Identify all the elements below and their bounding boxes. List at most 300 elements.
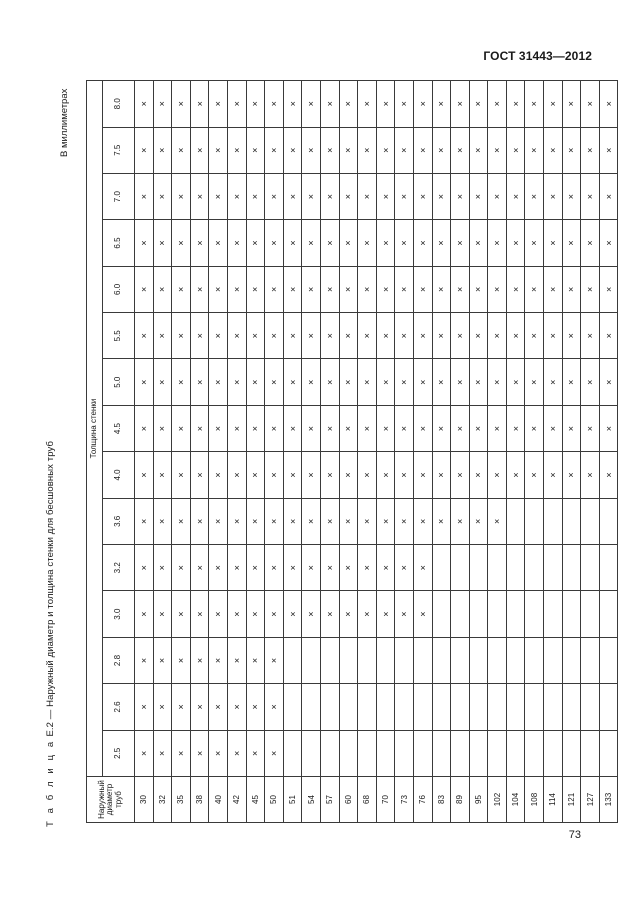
availability-mark: × — [172, 266, 191, 312]
empty-cell — [469, 730, 488, 776]
availability-mark: × — [413, 266, 432, 312]
table-row — [339, 81, 358, 823]
empty-cell — [544, 498, 563, 544]
availability-mark: × — [227, 405, 246, 451]
availability-mark: × — [265, 359, 284, 405]
availability-mark: × — [413, 452, 432, 498]
empty-cell — [302, 684, 321, 730]
diameter-cell: 76 — [413, 777, 432, 823]
table-body — [135, 81, 618, 823]
availability-mark: × — [283, 498, 302, 544]
availability-mark: × — [135, 173, 154, 219]
availability-mark: × — [246, 452, 265, 498]
empty-cell — [525, 498, 544, 544]
empty-cell — [581, 545, 600, 591]
empty-cell — [283, 637, 302, 683]
thickness-column-header: 6.0 — [103, 266, 135, 312]
availability-mark: × — [265, 220, 284, 266]
table-row — [469, 81, 488, 823]
table-row — [153, 81, 172, 823]
availability-mark: × — [246, 359, 265, 405]
availability-mark: × — [562, 266, 581, 312]
availability-mark: × — [525, 313, 544, 359]
empty-cell — [469, 545, 488, 591]
availability-mark: × — [506, 81, 525, 128]
diameter-cell: 42 — [227, 777, 246, 823]
availability-mark: × — [190, 220, 209, 266]
availability-mark: × — [358, 266, 377, 312]
availability-mark: × — [358, 127, 377, 173]
availability-mark: × — [451, 173, 470, 219]
availability-mark: × — [544, 313, 563, 359]
availability-mark: × — [265, 127, 284, 173]
diameter-cell: 30 — [135, 777, 154, 823]
availability-mark: × — [506, 266, 525, 312]
availability-mark: × — [358, 545, 377, 591]
empty-cell — [451, 684, 470, 730]
availability-mark: × — [153, 498, 172, 544]
availability-mark: × — [451, 127, 470, 173]
thickness-column-header: 7.0 — [103, 173, 135, 219]
availability-mark: × — [246, 81, 265, 128]
availability-mark: × — [395, 266, 414, 312]
availability-mark: × — [172, 81, 191, 128]
empty-cell — [562, 591, 581, 637]
availability-mark: × — [581, 359, 600, 405]
availability-mark: × — [544, 81, 563, 128]
availability-mark: × — [432, 266, 451, 312]
availability-mark: × — [432, 359, 451, 405]
availability-mark: × — [339, 405, 358, 451]
availability-mark: × — [153, 266, 172, 312]
availability-mark: × — [339, 359, 358, 405]
availability-mark: × — [488, 127, 507, 173]
availability-mark: × — [506, 127, 525, 173]
availability-mark: × — [488, 220, 507, 266]
table-row — [599, 81, 618, 823]
availability-mark: × — [488, 266, 507, 312]
availability-mark: × — [544, 452, 563, 498]
availability-mark: × — [506, 452, 525, 498]
empty-cell — [432, 545, 451, 591]
availability-mark: × — [190, 545, 209, 591]
availability-mark: × — [469, 266, 488, 312]
empty-cell — [395, 637, 414, 683]
thickness-column-header: 5.0 — [103, 359, 135, 405]
empty-cell — [581, 498, 600, 544]
availability-mark: × — [506, 359, 525, 405]
table-row — [395, 81, 414, 823]
availability-mark: × — [190, 637, 209, 683]
availability-mark: × — [488, 359, 507, 405]
table-caption — [45, 441, 56, 827]
empty-cell — [302, 730, 321, 776]
availability-mark: × — [265, 730, 284, 776]
availability-mark: × — [190, 405, 209, 451]
empty-cell — [283, 730, 302, 776]
thickness-column-header: 3.2 — [103, 545, 135, 591]
availability-mark: × — [227, 498, 246, 544]
empty-cell — [525, 684, 544, 730]
availability-mark: × — [153, 81, 172, 128]
availability-mark: × — [172, 545, 191, 591]
empty-cell — [599, 591, 618, 637]
table-area — [86, 80, 614, 823]
table-row — [172, 81, 191, 823]
availability-mark: × — [302, 313, 321, 359]
availability-mark: × — [135, 498, 154, 544]
availability-mark: × — [135, 637, 154, 683]
availability-mark: × — [320, 591, 339, 637]
availability-mark: × — [172, 637, 191, 683]
availability-mark: × — [265, 405, 284, 451]
availability-mark: × — [358, 591, 377, 637]
availability-mark: × — [227, 684, 246, 730]
empty-cell — [283, 684, 302, 730]
availability-mark: × — [562, 173, 581, 219]
empty-cell — [525, 637, 544, 683]
empty-cell — [395, 684, 414, 730]
availability-mark: × — [320, 452, 339, 498]
availability-mark: × — [302, 359, 321, 405]
availability-mark: × — [209, 81, 228, 128]
empty-cell — [469, 637, 488, 683]
availability-mark: × — [227, 81, 246, 128]
table-row — [246, 81, 265, 823]
availability-mark: × — [320, 405, 339, 451]
availability-mark: × — [506, 220, 525, 266]
diameter-cell: 54 — [302, 777, 321, 823]
availability-mark: × — [283, 591, 302, 637]
empty-cell — [376, 637, 395, 683]
empty-cell — [376, 684, 395, 730]
availability-mark: × — [432, 81, 451, 128]
diameter-cell: 40 — [209, 777, 228, 823]
availability-mark: × — [135, 545, 154, 591]
empty-cell — [358, 730, 377, 776]
table-row — [302, 81, 321, 823]
availability-mark: × — [265, 81, 284, 128]
availability-mark: × — [599, 127, 618, 173]
availability-mark: × — [432, 405, 451, 451]
table-row — [190, 81, 209, 823]
availability-mark: × — [488, 81, 507, 128]
availability-mark: × — [153, 591, 172, 637]
empty-cell — [488, 730, 507, 776]
empty-cell — [432, 637, 451, 683]
availability-mark: × — [581, 405, 600, 451]
table-row — [227, 81, 246, 823]
availability-mark: × — [358, 359, 377, 405]
availability-mark: × — [358, 498, 377, 544]
empty-cell — [432, 684, 451, 730]
availability-mark: × — [339, 545, 358, 591]
availability-mark: × — [246, 591, 265, 637]
header-row-top — [87, 81, 103, 823]
empty-cell — [469, 684, 488, 730]
availability-mark: × — [227, 637, 246, 683]
availability-mark: × — [395, 545, 414, 591]
availability-mark: × — [339, 591, 358, 637]
availability-mark: × — [413, 313, 432, 359]
availability-mark: × — [283, 266, 302, 312]
availability-mark: × — [339, 220, 358, 266]
availability-mark: × — [153, 684, 172, 730]
availability-mark: × — [451, 452, 470, 498]
empty-cell — [544, 730, 563, 776]
availability-mark: × — [265, 498, 284, 544]
empty-cell — [525, 545, 544, 591]
availability-mark: × — [432, 498, 451, 544]
availability-mark: × — [320, 127, 339, 173]
availability-mark: × — [413, 498, 432, 544]
availability-mark: × — [525, 81, 544, 128]
availability-mark: × — [172, 405, 191, 451]
availability-mark: × — [302, 405, 321, 451]
availability-mark: × — [469, 452, 488, 498]
availability-mark: × — [451, 220, 470, 266]
table-row — [320, 81, 339, 823]
page-number: 73 — [568, 829, 581, 841]
availability-mark: × — [190, 591, 209, 637]
empty-cell — [302, 637, 321, 683]
availability-mark: × — [265, 452, 284, 498]
diameter-cell: 114 — [544, 777, 563, 823]
availability-mark: × — [283, 452, 302, 498]
availability-mark: × — [544, 173, 563, 219]
availability-mark: × — [172, 730, 191, 776]
empty-cell — [581, 684, 600, 730]
empty-cell — [432, 730, 451, 776]
availability-mark: × — [209, 405, 228, 451]
diameter-cell: 73 — [395, 777, 414, 823]
empty-cell — [451, 637, 470, 683]
empty-cell — [581, 637, 600, 683]
thickness-column-header: 4.5 — [103, 405, 135, 451]
availability-mark: × — [135, 452, 154, 498]
empty-cell — [413, 684, 432, 730]
availability-mark: × — [153, 220, 172, 266]
table-row — [265, 81, 284, 823]
diameter-cell: 70 — [376, 777, 395, 823]
empty-cell — [488, 591, 507, 637]
availability-mark: × — [339, 173, 358, 219]
availability-mark: × — [153, 127, 172, 173]
empty-cell — [358, 637, 377, 683]
availability-mark: × — [172, 220, 191, 266]
availability-mark: × — [246, 545, 265, 591]
availability-mark: × — [358, 220, 377, 266]
diameter-cell: 68 — [358, 777, 377, 823]
availability-mark: × — [469, 220, 488, 266]
empty-cell — [506, 591, 525, 637]
availability-mark: × — [376, 405, 395, 451]
availability-mark: × — [153, 359, 172, 405]
availability-mark: × — [562, 359, 581, 405]
empty-cell — [581, 591, 600, 637]
availability-mark: × — [451, 405, 470, 451]
availability-mark: × — [135, 313, 154, 359]
availability-mark: × — [246, 266, 265, 312]
availability-mark: × — [227, 591, 246, 637]
thickness-column-header: 7.5 — [103, 127, 135, 173]
table-row — [451, 81, 470, 823]
availability-mark: × — [302, 127, 321, 173]
availability-mark: × — [395, 452, 414, 498]
availability-mark: × — [451, 81, 470, 128]
availability-mark: × — [469, 498, 488, 544]
availability-mark: × — [320, 266, 339, 312]
availability-mark: × — [246, 127, 265, 173]
table-row — [376, 81, 395, 823]
diameter-cell: 51 — [283, 777, 302, 823]
empty-cell — [599, 684, 618, 730]
availability-mark: × — [190, 313, 209, 359]
availability-mark: × — [135, 81, 154, 128]
table-row — [283, 81, 302, 823]
availability-mark: × — [432, 127, 451, 173]
availability-mark: × — [562, 313, 581, 359]
diameter-cell: 127 — [581, 777, 600, 823]
availability-mark: × — [525, 359, 544, 405]
empty-cell — [599, 545, 618, 591]
table-row — [432, 81, 451, 823]
availability-mark: × — [451, 313, 470, 359]
empty-cell — [451, 730, 470, 776]
availability-mark: × — [265, 545, 284, 591]
empty-cell — [506, 684, 525, 730]
pipe-dimensions-table — [86, 80, 618, 823]
availability-mark: × — [395, 220, 414, 266]
availability-mark: × — [413, 127, 432, 173]
availability-mark: × — [320, 173, 339, 219]
availability-mark: × — [246, 498, 265, 544]
availability-mark: × — [544, 127, 563, 173]
diameter-cell: 60 — [339, 777, 358, 823]
availability-mark: × — [209, 591, 228, 637]
empty-cell — [395, 730, 414, 776]
availability-mark: × — [599, 405, 618, 451]
availability-mark: × — [451, 266, 470, 312]
availability-mark: × — [395, 81, 414, 128]
table-caption-title: Е.2 — Наружный диаметр и толщина стенки для бесшовных труб — [45, 441, 56, 740]
availability-mark: × — [135, 266, 154, 312]
empty-cell — [320, 684, 339, 730]
empty-cell — [506, 637, 525, 683]
thickness-column-header: 2.6 — [103, 684, 135, 730]
availability-mark: × — [209, 127, 228, 173]
availability-mark: × — [581, 313, 600, 359]
availability-mark: × — [376, 81, 395, 128]
availability-mark: × — [320, 359, 339, 405]
availability-mark: × — [339, 81, 358, 128]
availability-mark: × — [153, 730, 172, 776]
availability-mark: × — [302, 266, 321, 312]
thickness-column-header: 6.5 — [103, 220, 135, 266]
diameter-cell: 89 — [451, 777, 470, 823]
availability-mark: × — [432, 220, 451, 266]
availability-mark: × — [581, 81, 600, 128]
availability-mark: × — [599, 359, 618, 405]
diameter-cell: 50 — [265, 777, 284, 823]
availability-mark: × — [190, 684, 209, 730]
availability-mark: × — [283, 127, 302, 173]
availability-mark: × — [209, 266, 228, 312]
availability-mark: × — [246, 220, 265, 266]
availability-mark: × — [302, 220, 321, 266]
availability-mark: × — [413, 220, 432, 266]
availability-mark: × — [413, 173, 432, 219]
empty-cell — [320, 730, 339, 776]
availability-mark: × — [413, 545, 432, 591]
document-code: ГОСТ 31443—2012 — [483, 49, 592, 63]
table-row — [506, 81, 525, 823]
thickness-column-header: 3.0 — [103, 591, 135, 637]
table-row — [209, 81, 228, 823]
availability-mark: × — [376, 220, 395, 266]
availability-mark: × — [172, 498, 191, 544]
empty-cell — [358, 684, 377, 730]
diameter-cell: 45 — [246, 777, 265, 823]
diameter-cell: 38 — [190, 777, 209, 823]
availability-mark: × — [562, 405, 581, 451]
availability-mark: × — [172, 359, 191, 405]
availability-mark: × — [544, 220, 563, 266]
availability-mark: × — [581, 266, 600, 312]
availability-mark: × — [190, 730, 209, 776]
availability-mark: × — [227, 127, 246, 173]
availability-mark: × — [246, 313, 265, 359]
availability-mark: × — [320, 545, 339, 591]
empty-cell — [432, 591, 451, 637]
availability-mark: × — [395, 127, 414, 173]
table-row — [413, 81, 432, 823]
availability-mark: × — [376, 313, 395, 359]
empty-cell — [581, 730, 600, 776]
availability-mark: × — [488, 452, 507, 498]
availability-mark: × — [265, 173, 284, 219]
availability-mark: × — [395, 498, 414, 544]
empty-cell — [506, 545, 525, 591]
thickness-column-header: 2.8 — [103, 637, 135, 683]
availability-mark: × — [395, 173, 414, 219]
availability-mark: × — [413, 405, 432, 451]
empty-cell — [469, 591, 488, 637]
availability-mark: × — [246, 173, 265, 219]
table-row — [135, 81, 154, 823]
availability-mark: × — [283, 173, 302, 219]
availability-mark: × — [413, 81, 432, 128]
availability-mark: × — [172, 684, 191, 730]
availability-mark: × — [506, 313, 525, 359]
availability-mark: × — [395, 359, 414, 405]
availability-mark: × — [451, 498, 470, 544]
availability-mark: × — [432, 452, 451, 498]
thickness-column-header: 4.0 — [103, 452, 135, 498]
availability-mark: × — [376, 359, 395, 405]
availability-mark: × — [376, 173, 395, 219]
availability-mark: × — [209, 173, 228, 219]
availability-mark: × — [525, 173, 544, 219]
availability-mark: × — [135, 127, 154, 173]
availability-mark: × — [432, 173, 451, 219]
availability-mark: × — [432, 313, 451, 359]
availability-mark: × — [283, 405, 302, 451]
availability-mark: × — [525, 452, 544, 498]
availability-mark: × — [172, 127, 191, 173]
availability-mark: × — [246, 637, 265, 683]
empty-cell — [413, 730, 432, 776]
